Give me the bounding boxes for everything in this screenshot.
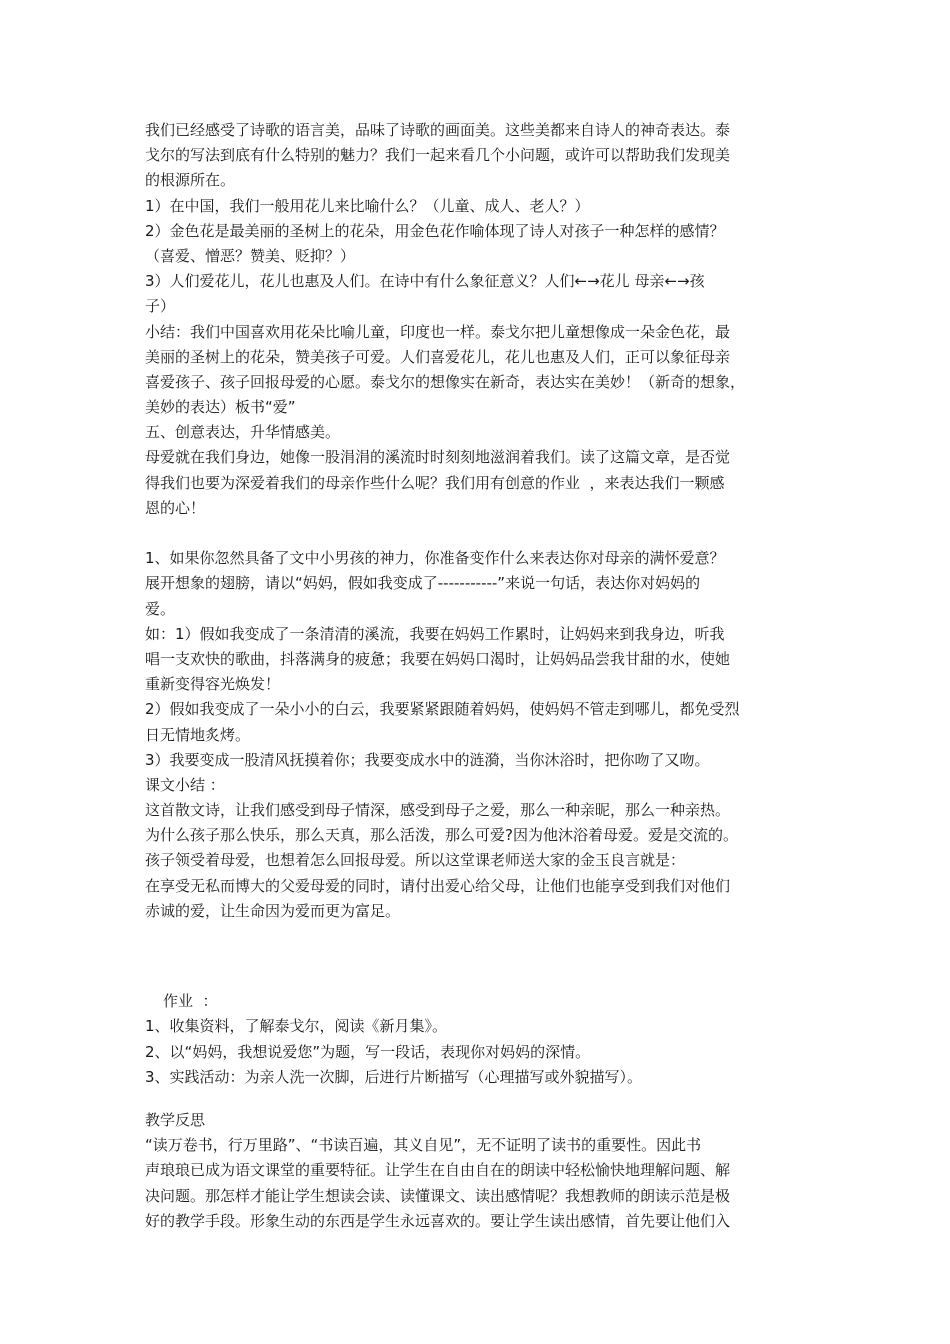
- reflection-heading: 教学反思: [145, 1110, 206, 1129]
- question-item: 1）在中国，我们一般用花儿来比喻什么？（儿童、成人、老人？）: [145, 196, 590, 215]
- questions-list: [145, 194, 815, 320]
- section-heading: 五、创意表达，升华情感美。: [145, 423, 341, 442]
- text-line: 这首散文诗，让我们感受到母子情深，感受到母子之爱，那么一种亲昵，那么一种亲热。: [145, 801, 731, 820]
- text-line: 重新变得容光焕发！: [145, 675, 281, 694]
- text-line: 2）假如我变成了一朵小小的白云，我要紧紧跟随着妈妈，使妈妈不管走到哪儿，都免受烈: [145, 700, 740, 719]
- text-line: 如：1）假如我变成了一条清清的溪流，我要在妈妈工作累时，让妈妈来到我身边，听我: [145, 624, 725, 643]
- homework-list: [145, 1014, 815, 1090]
- text-line: “读万卷书，行万里路”、“书读百遍，其义自见”，无不证明了读书的重要性。因此书: [145, 1136, 702, 1155]
- text-line: 美妙的表达）板书“爱”: [145, 398, 296, 417]
- text-line: 的根源所在。: [145, 171, 236, 190]
- blank-space: [145, 1090, 815, 1108]
- question-item: 子）: [145, 297, 176, 316]
- lesson-summary-heading: 课文小结 ：: [145, 775, 225, 794]
- text-line: 日无情地炙烤。: [145, 725, 251, 744]
- text-line: 我们已经感受了诗歌的语言美，品味了诗歌的画面美。这些美都来自诗人的神奇表达。泰: [145, 121, 731, 139]
- text-line: 赤诚的爱，让生命因为爱而更为富足。: [145, 901, 401, 920]
- text-line: 恩的心！: [145, 498, 206, 517]
- blank-line: [145, 521, 815, 546]
- intro-paragraph: [145, 118, 815, 194]
- text-line: 好的教学手段。形象生动的东西是学生永远喜欢的。要让学生读出感情，首先要让他们入: [145, 1211, 731, 1230]
- text-line: 孩子领受着母爱，也想着怎么回报母爱。所以这堂课老师送大家的金玉良言就是：: [145, 851, 686, 870]
- document-page: [145, 118, 815, 1234]
- section5-paragraph: [145, 445, 815, 521]
- question-item: 2）金色花是最美丽的圣树上的花朵，用金色花作喻体现了诗人对孩子一种怎样的感情？: [145, 221, 725, 240]
- lesson-summary-paragraph: [145, 798, 815, 924]
- text-line: 为什么孩子那么快乐，那么天真，那么活泼，那么可爱?因为他沐浴着母爱。爱是交流的。: [145, 826, 738, 845]
- reflection-paragraph: [145, 1133, 815, 1234]
- text-line: 母爱就在我们身边，她像一股涓涓的溪流时时刻刻地滋润着我们。读了这篇文章，是否觉: [145, 448, 731, 467]
- text-line: 3）我要变成一股清风抚摸着你；我要变成水中的涟漪，当你沐浴时，把你吻了又吻。: [145, 750, 710, 769]
- exercise-block: [145, 546, 815, 773]
- text-line: 1、如果你忽然具备了文中小男孩的神力，你准备变作什么来表达你对母亲的满怀爱意？: [145, 549, 725, 568]
- blank-space: [145, 924, 815, 964]
- homework-item: 2、以“妈妈，我想说爱您”为题，写一段话，表现你对妈妈的深情。: [145, 1042, 591, 1061]
- text-line: 在享受无私而博大的父爱母爱的同时，请付出爱心给父母，让他们也能享受到我们对他们: [145, 876, 731, 895]
- text-line: 声琅琅已成为语文课堂的重要特征。让学生在自由自在的朗读中轻松愉快地理解问题、解: [145, 1161, 731, 1180]
- text-line: 戈尔的写法到底有什么特别的魅力？我们一起来看几个小问题，或许可以帮助我们发现美: [145, 146, 731, 165]
- text-line: 展开想象的翅膀，请以“妈妈，假如我变成了-----------”来说一句话，表达你对妈妈的: [145, 574, 701, 593]
- text-line: 爱。: [145, 599, 176, 618]
- text-line: 唱一支欢快的歌曲，抖落满身的疲惫；我要在妈妈口渴时，让妈妈品尝我甘甜的水，使她: [145, 649, 731, 668]
- blank-line: [145, 964, 815, 989]
- text-line: 得我们也要为深爱着我们的母亲作些什么呢？我们用有创意的作业 ，来表达我们一颗感: [145, 473, 725, 492]
- homework-heading: 作业 ：: [163, 992, 218, 1011]
- text-line: 小结：我们中国喜欢用花朵比喻儿童，印度也一样。泰戈尔把儿童想像成一朵金色花，最: [145, 322, 731, 341]
- question-item: （喜爱、憎恶？赞美、贬抑？）: [145, 246, 356, 265]
- text-line: 美丽的圣树上的花朵，赞美孩子可爱。人们喜爱花儿，花儿也惠及人们，正可以象征母亲: [145, 347, 731, 366]
- text-line: 决问题。那怎样才能让学生想读会读、读懂课文、读出感情呢？我想教师的朗读示范是极: [145, 1186, 731, 1205]
- homework-item: 1、收集资料，了解泰戈尔，阅读《新月集》。: [145, 1017, 448, 1036]
- text-line: 喜爱孩子、孩子回报母爱的心愿。泰戈尔的想像实在新奇，表达实在美妙！（新奇的想象，: [145, 372, 746, 391]
- summary-paragraph: [145, 320, 815, 421]
- question-item: 3）人们爱花儿，花儿也惠及人们。在诗中有什么象征意义？人们←→花儿 母亲←→孩: [145, 272, 705, 291]
- homework-item: 3、实践活动：为亲人洗一次脚，后进行片断描写（心理描写或外貌描写）。: [145, 1067, 643, 1086]
